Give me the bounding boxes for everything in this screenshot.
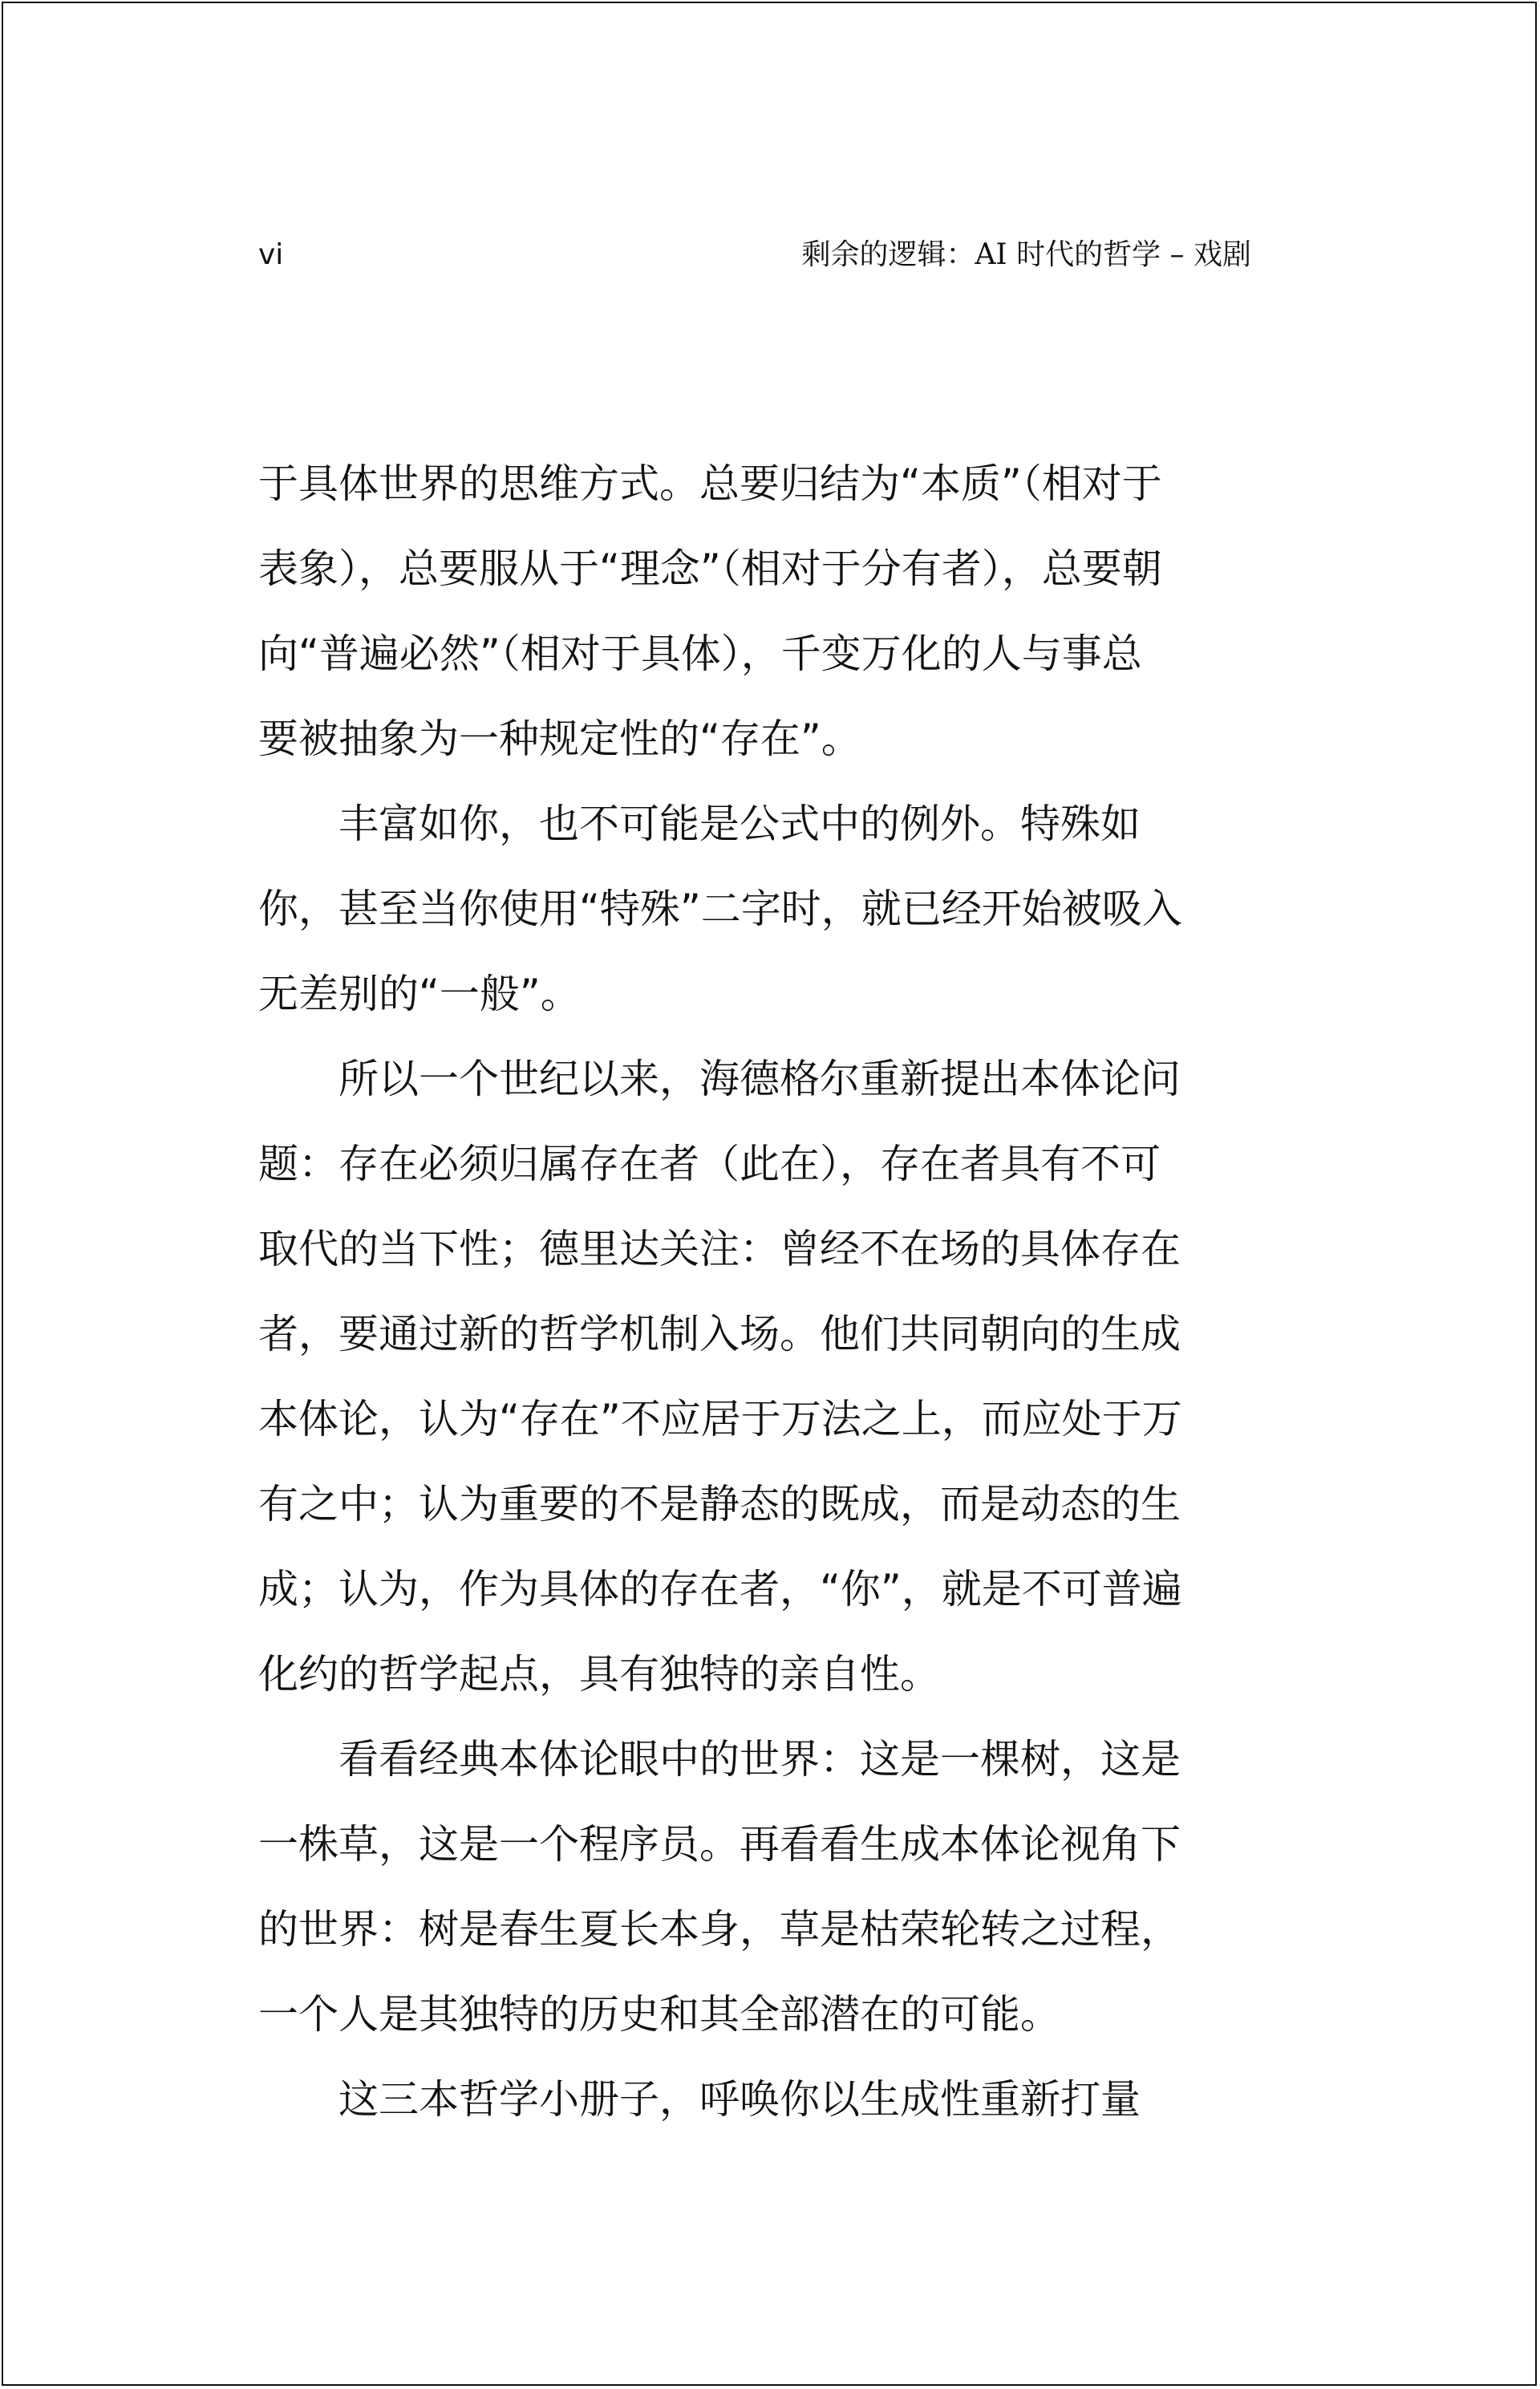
running-title: 剩余的逻辑：AI 时代的哲学 – 戏剧 xyxy=(801,238,1251,271)
text-line: 者，要通过新的哲学机制入场。他们共同朝向的生成 xyxy=(258,1311,1181,1357)
text-line: 化约的哲学起点，具有独特的亲自性。 xyxy=(258,1651,940,1697)
text-line: 的世界：树是春生夏长本身，草是枯荣轮转之过程， xyxy=(258,1906,1181,1953)
text-line: 这三本哲学小册子，呼唤你以生成性重新打量 xyxy=(258,2076,1141,2123)
text-line: 表象），总要服从于“理念”（相对于分有者），总要朝 xyxy=(258,546,1162,592)
text-line: 于具体世界的思维方式。总要归结为“本质”（相对于 xyxy=(258,460,1162,507)
body-text xyxy=(258,441,1251,2142)
text-line: 有之中；认为重要的不是静态的既成，而是动态的生 xyxy=(258,1481,1181,1527)
text-line: 所以一个世纪以来，海德格尔重新提出本体论问 xyxy=(258,1056,1181,1102)
text-line: 向“普遍必然”（相对于具体），千变万化的人与事总 xyxy=(258,631,1142,677)
text-line: 本体论，认为“存在”不应居于万法之上，而应处于万 xyxy=(258,1396,1182,1442)
page-number: vi xyxy=(258,238,284,271)
page-header xyxy=(258,237,1251,273)
text-line: 一株草，这是一个程序员。再看看生成本体论视角下 xyxy=(258,1821,1181,1868)
text-line: 丰富如你，也不可能是公式中的例外。特殊如 xyxy=(258,801,1141,847)
text-line: 题：存在必须归属存在者（此在），存在者具有不可 xyxy=(258,1141,1161,1187)
text-line: 成；认为，作为具体的存在者，“你”，就是不可普遍 xyxy=(258,1566,1182,1612)
text-line: 你，甚至当你使用“特殊”二字时，就已经开始被吸入 xyxy=(258,886,1182,932)
text-line: 看看经典本体论眼中的世界：这是一棵树，这是 xyxy=(258,1736,1181,1783)
text-line: 无差别的“一般”。 xyxy=(258,971,581,1017)
page-frame xyxy=(2,2,1537,2386)
text-line: 取代的当下性；德里达关注：曾经不在场的具体存在 xyxy=(258,1226,1181,1272)
text-line: 一个人是其独特的历史和其全部潜在的可能。 xyxy=(258,1991,1060,2038)
text-line: 要被抽象为一种规定性的“存在”。 xyxy=(258,716,861,762)
